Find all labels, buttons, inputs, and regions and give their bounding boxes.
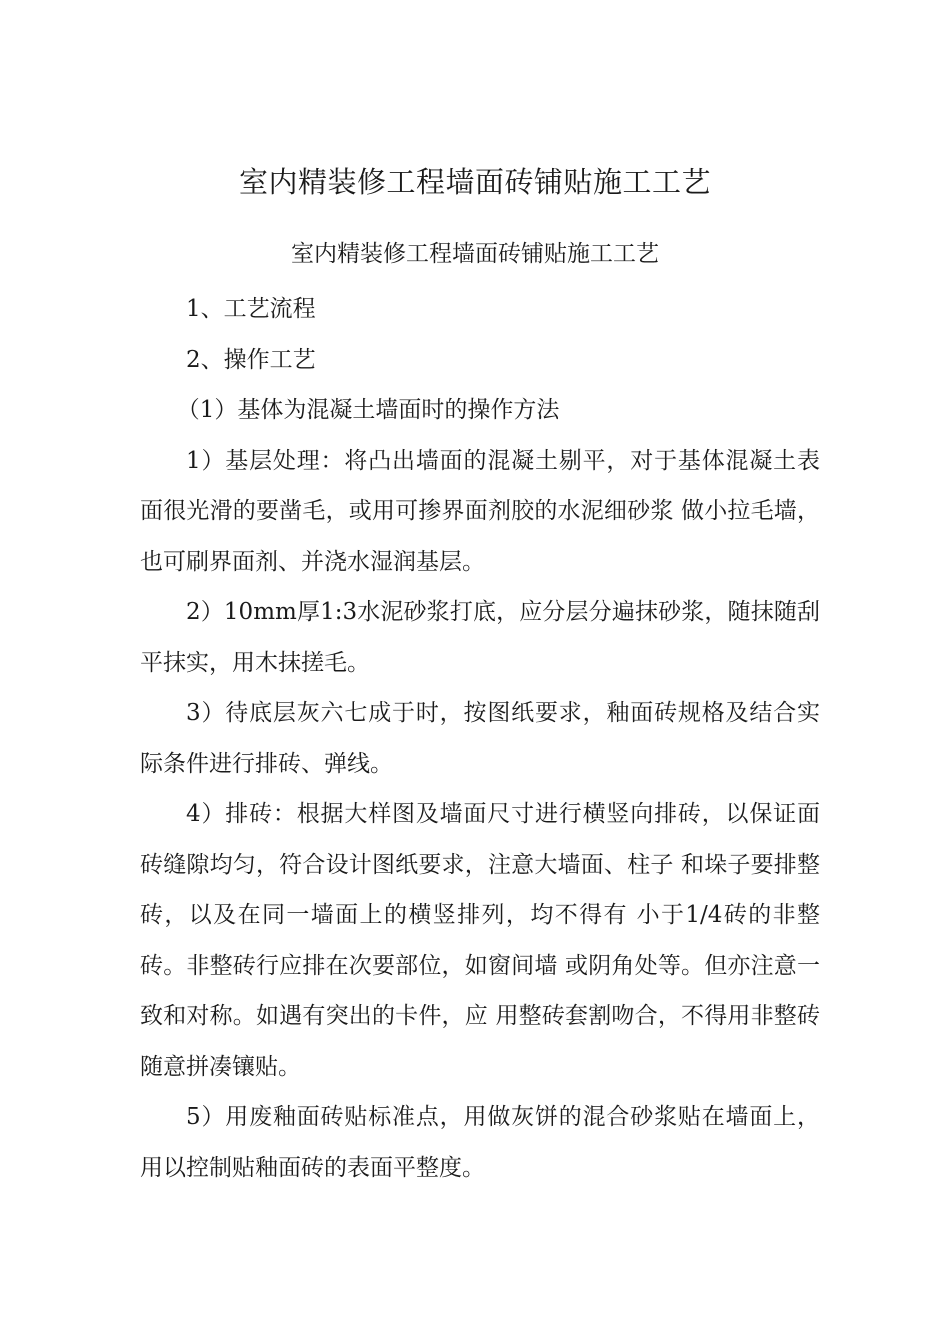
document-body — [140, 284, 820, 1193]
paragraph-tile-arrangement: 4）排砖：根据大样图及墙面尺寸进行横竖向排砖，以保证面砖缝隙均匀，符合设计图纸要求，注意大墙面、柱子 和垛子要排整砖，以及在同一墙面上的横竖排列，均不得有 小于1/4砖的非整砖。非整砖行应排在次要部位，如窗间墙 或阴角处等。但亦注意一致和对称。如遇有突出的卡件，应 用整砖套割吻合，不得用非整砖随意拼凑镶贴。 — [140, 801, 820, 1080]
paragraph-base-treatment: 1）基层处理：将凸出墙面的混凝土剔平，对于基体混凝土表面很光滑的要凿毛，或用可掺界面剂胶的水泥细砂浆 做小拉毛墙，也可刷界面剂、并浇水湿润基层。 — [140, 447, 820, 575]
paragraph-concrete-wall-method: （1）基体为混凝土墙面时的操作方法 — [176, 397, 560, 423]
paragraph-operation-process: 2、操作工艺 — [186, 346, 316, 373]
document-subtitle: 室内精装修工程墙面砖铺贴施工工艺 — [291, 241, 659, 267]
paragraph-reference-points: 5）用废釉面砖贴标准点，用做灰饼的混合砂浆贴在墙面上，用以控制贴釉面砖的表面平整度。 — [140, 1104, 820, 1181]
paragraph-layout-lines: 3）待底层灰六七成于时，按图纸要求，釉面砖规格及结合实际条件进行排砖、弹线。 — [140, 700, 820, 777]
document-title: 室内精装修工程墙面砖铺贴施工工艺 — [238, 165, 711, 199]
paragraph-mortar-base: 2）10mm厚1:3水泥砂浆打底，应分层分遍抹砂浆，随抹随刮平抹实，用木抹搓毛。 — [140, 599, 820, 676]
paragraph-process-flow: 1、工艺流程 — [186, 296, 316, 322]
